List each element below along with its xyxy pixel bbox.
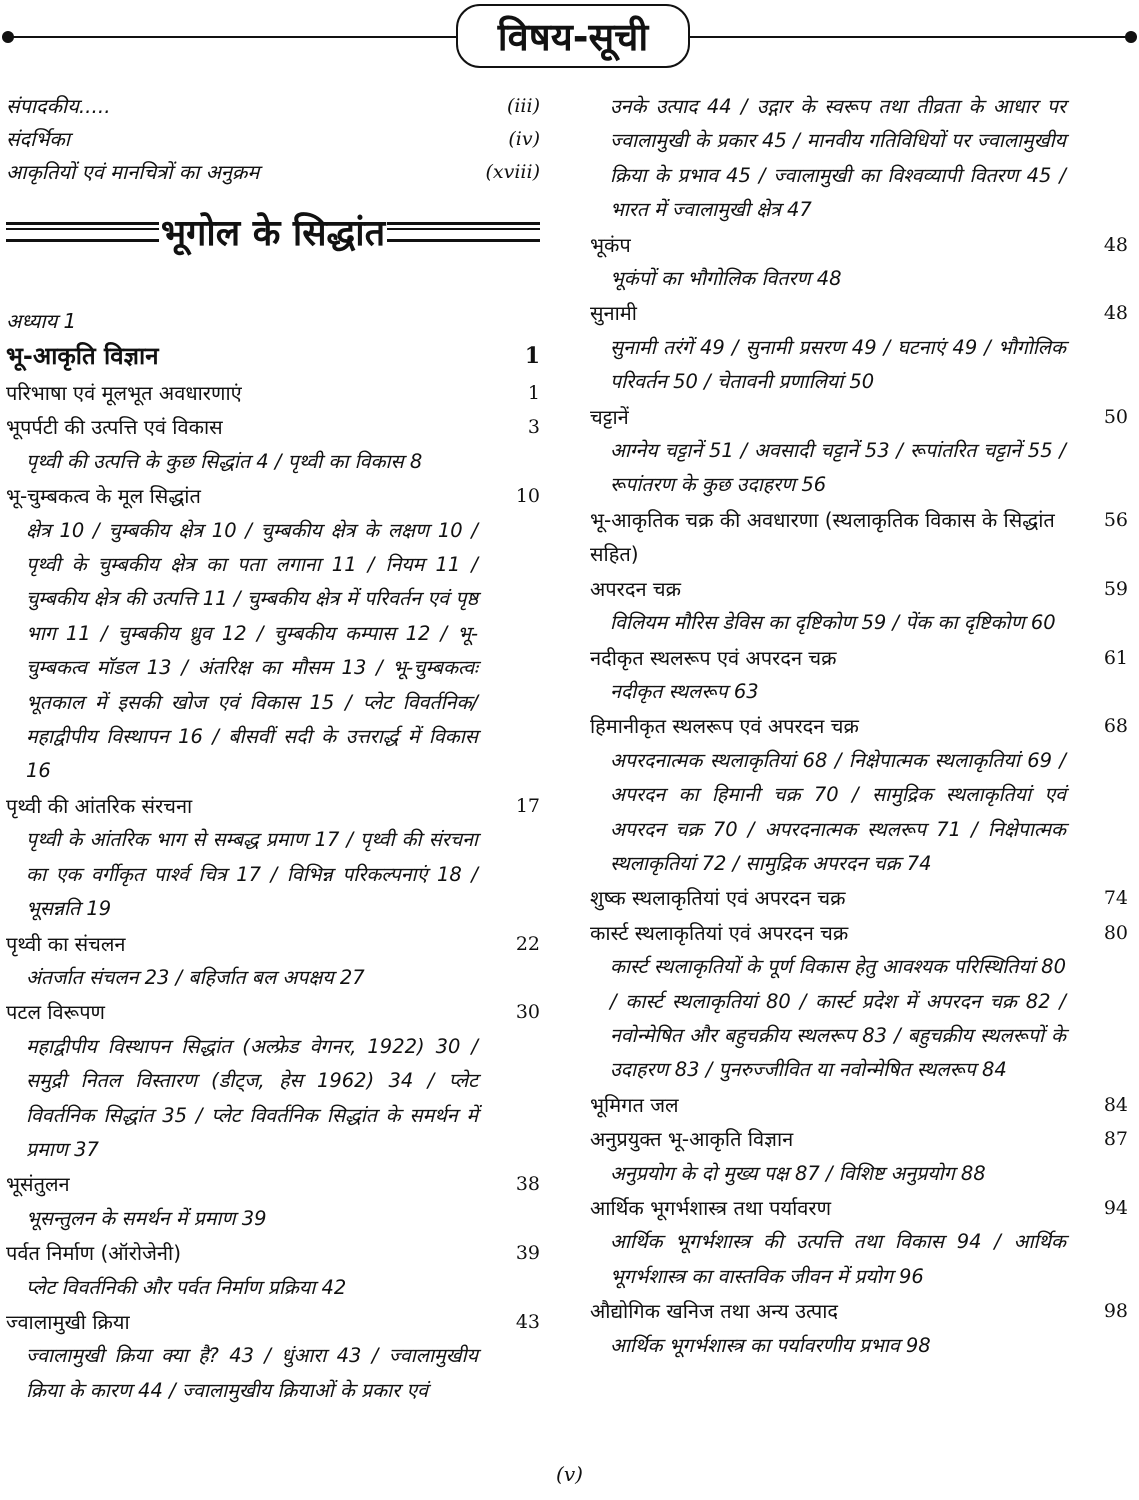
- toc-entry-page: 30: [515, 1001, 540, 1024]
- toc-entry: [590, 503, 1128, 572]
- right-column: [590, 90, 1128, 1363]
- front-matter-item: [6, 90, 540, 123]
- chapter-title: भू-आकृति विज्ञान: [6, 342, 159, 370]
- toc-entry: [6, 995, 540, 1029]
- toc-subtopics: नदीकृत स्थलरूप 63: [610, 679, 759, 703]
- toc-entry-page: 94: [1103, 1197, 1128, 1219]
- toc-entry-title: भू-आकृतिक चक्र की अवधारणा (स्थलाकृतिक विकास के सिद्धांत सहित): [590, 507, 1055, 567]
- toc-entry-page: 59: [1103, 577, 1128, 600]
- toc-entry: [590, 296, 1128, 330]
- toc-entry-title: भूकंप: [590, 232, 631, 257]
- toc-entry-page: 39: [515, 1242, 540, 1265]
- toc-entry-page: 38: [515, 1173, 540, 1196]
- toc-subtopics: प्लेट विवर्तनिकी और पर्वत निर्माण प्रक्रिया 42: [26, 1275, 347, 1299]
- toc-entry-title: सुनामी: [590, 301, 637, 326]
- toc-entry-title: भूसंतुलन: [6, 1172, 70, 1197]
- toc-entry-title: भूमिगत जल: [590, 1092, 679, 1117]
- toc-entry: [590, 916, 1128, 950]
- front-matter-page: (xviii): [485, 161, 540, 183]
- front-matter-label: संदर्भिका: [6, 127, 70, 151]
- section-rule-right: [387, 222, 540, 242]
- toc-entry-title: पृथ्वी की आंतरिक संरचना: [6, 793, 193, 818]
- toc-subtopics: महाद्वीपीय विस्थापन सिद्धांत (अल्फ्रेड वेगनर, 1922) 30 / समुद्री नितल विस्तारण (डीट्ज, हेस 1962) 34 / प्लेट विवर्तनिक सिद्धांत 35 / प्लेट विवर्तनिक सिद्धांत के समर्थन में प्रमाण 37: [26, 1034, 478, 1161]
- toc-list-right: [590, 228, 1128, 1363]
- toc-entry-title: भूपर्पटी की उत्पत्ति एवं विकास: [6, 415, 223, 440]
- toc-entry-page: 22: [515, 932, 540, 955]
- toc-entry-page: 80: [1103, 921, 1128, 944]
- chapter-page: 1: [524, 343, 540, 369]
- toc-entry-page: 48: [1103, 302, 1128, 325]
- page-title: विषय-सूची: [456, 4, 690, 68]
- toc-entry-title: हिमानीकृत स्थलरूप एवं अपरदन चक्र: [590, 714, 859, 739]
- toc-subtopics: आर्थिक भूगर्भशास्त्र की उत्पत्ति तथा विकास 94 / आर्थिक भूगर्भशास्त्र का वास्तविक जीवन में प्रयोग 96: [610, 1230, 1066, 1288]
- toc-entry-title: चट्टानें: [590, 404, 629, 429]
- toc-entry: [590, 641, 1128, 675]
- toc-entry: [590, 709, 1128, 743]
- header-rule-right: [690, 36, 1126, 38]
- toc-entry: [6, 789, 540, 823]
- chapter-heading: [6, 336, 540, 376]
- toc-entry-page: 87: [1103, 1128, 1128, 1151]
- toc-entry-title: अनुप्रयुक्त भू-आकृति विज्ञान: [590, 1127, 794, 1152]
- toc-entry-page: 74: [1103, 887, 1128, 910]
- toc-subtopics: भूकंपों का भौगोलिक वितरण 48: [610, 267, 842, 291]
- toc-entry-title: नदीकृत स्थलरूप एवं अपरदन चक्र: [590, 645, 837, 670]
- toc-entry: [6, 1236, 540, 1270]
- toc-continuation: उनके उत्पाद 44 / उद्गार के स्वरूप तथा तीव्रता के आधार पर ज्वालामुखी के प्रकार 45 / मानवीय गतिविधियों पर ज्वालामुखीय क्रिया के प्रभाव 45 / ज्वालामुखी का विश्वव्यापी वितरण 45 / भारत में ज्वालामुखी क्षेत्र 47: [610, 95, 1066, 222]
- toc-subtopics: आग्नेय चट्टानें 51 / अवसादी चट्टानें 53 / रूपांतरित चट्टानें 55 / रूपांतरण के कुछ उदाहरण 56: [610, 439, 1066, 497]
- toc-entry: [590, 228, 1128, 262]
- front-matter-item: [6, 123, 540, 156]
- toc-entry-title: पटल विरूपण: [6, 1000, 106, 1025]
- toc-subtopics: अपरदनात्मक स्थलाकृतियां 68 / निक्षेपात्मक स्थलाकृतियां 69 / अपरदन का हिमानी चक्र 70 / सामुद्रिक स्थलाकृतियां एवं अपरदन चक्र 70 / अपरदनात्मक स्थलरूप 71 / निक्षेपात्मक स्थलाकृतियां 72 / सामुद्रिक अपरदन चक्र 74: [610, 748, 1066, 875]
- toc-entry: [6, 1167, 540, 1201]
- toc-entry: [6, 410, 540, 444]
- toc-entry-title: ज्वालामुखी क्रिया: [6, 1309, 130, 1334]
- section-rule-left: [6, 222, 159, 242]
- toc-entry-title: आर्थिक भूगर्भशास्त्र तथा पर्यावरण: [590, 1196, 832, 1220]
- toc-entry-page: 17: [515, 794, 540, 817]
- toc-entry: [590, 1191, 1128, 1225]
- toc-entry: [6, 479, 540, 513]
- toc-subtopics: पृथ्वी के आंतरिक भाग से सम्बद्ध प्रमाण 17 / पृथ्वी की संरचना का एक वर्गीकृत पार्श्व चित्र 17 / विभिन्न परिकल्पनाएं 18 / भूसन्नति 19: [26, 828, 478, 921]
- front-matter-page: (iv): [508, 128, 540, 150]
- toc-entry-page: 61: [1103, 646, 1128, 669]
- toc-entry: [6, 376, 540, 410]
- toc-subtopics: अनुप्रयोग के दो मुख्य पक्ष 87 / विशिष्ट अनुप्रयोग 88: [610, 1161, 986, 1185]
- section-heading: [6, 207, 540, 256]
- front-matter-page: (iii): [506, 95, 540, 117]
- header-rule-dot-right: [1125, 31, 1137, 43]
- toc-subtopics: क्षेत्र 10 / चुम्बकीय क्षेत्र 10 / चुम्बकीय क्षेत्र के लक्षण 10 / पृथ्वी के चुम्बकीय क्षेत्र का पता लगाना 11 / नियम 11 / चुम्बकीय क्षेत्र की उत्पत्ति 11 / चुम्बकीय क्षेत्र में परिवर्तन एवं पृष्ठ भाग 11 / चुम्बकीय ध्रुव 12 / चुम्बकीय कम्पास 12 / भू-चुम्बकत्व मॉडल 13 / अंतरिक्ष का मौसम 13 / भू-चुम्बकत्वः भूतकाल में इसकी खोज एवं विकास 15 / प्लेट विवर्तनिक/महाद्वीपीय विस्थापन 16 / बीसवीं सदी के उत्तरार्द्ध में विकास 16: [26, 518, 478, 783]
- toc-entry-title: शुष्क स्थलाकृतियां एवं अपरदन चक्र: [590, 886, 846, 911]
- toc-entry-page: 1: [527, 382, 540, 404]
- toc-entry: [590, 1088, 1128, 1122]
- toc-entry-title: कार्स्ट स्थलाकृतियां एवं अपरदन चक्र: [590, 920, 849, 945]
- toc-subtopics: आर्थिक भूगर्भशास्त्र का पर्यावरणीय प्रभाव 98: [610, 1333, 931, 1357]
- toc-entry-page: 68: [1103, 715, 1128, 738]
- page-header: [0, 0, 1139, 80]
- toc-entry-title: पर्वत निर्माण (ऑरोजेनी): [6, 1241, 182, 1266]
- toc-subtopics: अंतर्जात संचलन 23 / बहिर्जात बल अपक्षय 27: [26, 965, 365, 989]
- toc-entry-title: परिभाषा एवं मूलभूत अवधारणाएं: [6, 381, 242, 405]
- toc-entry-page: 3: [527, 416, 540, 439]
- toc-entry-page: 50: [1103, 405, 1128, 428]
- toc-entry-page: 84: [1103, 1093, 1128, 1116]
- toc-list-left: [6, 376, 540, 1408]
- front-matter-label: आकृतियों एवं मानचित्रों का अनुक्रम: [6, 160, 260, 184]
- toc-entry: [590, 572, 1128, 606]
- chapter-number: अध्याय 1: [6, 309, 77, 333]
- toc-subtopics: कार्स्ट स्थलाकृतियों के पूर्ण विकास हेतु आवश्यक परिस्थितियां 80 / कार्स्ट स्थलाकृतियां 80 / कार्स्ट प्रदेश में अपरदन चक्र 82 / नवोन्मेषित और बहुचक्रीय स्थलरूप 83 / बहुचक्रीय स्थलरूपों के उदाहरण 83 / पुनरुज्जीवित या नवोन्मेषित स्थलरूप 84: [610, 955, 1066, 1082]
- toc-entry-page: 98: [1103, 1300, 1128, 1323]
- header-rule-left: [10, 36, 456, 38]
- toc-entry-page: 48: [1103, 233, 1128, 256]
- toc-entry-page: 10: [515, 485, 540, 508]
- left-column: [6, 90, 540, 1408]
- front-matter-item: [6, 156, 540, 189]
- toc-entry: [590, 1294, 1128, 1328]
- toc-subtopics: पृथ्वी की उत्पत्ति के कुछ सिद्धांत 4 / पृथ्वी का विकास 8: [26, 449, 423, 473]
- section-title: भूगोल के सिद्धांत: [160, 213, 386, 254]
- toc-entry-title: अपरदन चक्र: [590, 576, 681, 601]
- toc-entry: [590, 400, 1128, 434]
- toc-entry-page: 43: [515, 1310, 540, 1333]
- toc-entry: [6, 927, 540, 961]
- toc-subtopics: सुनामी तरंगें 49 / सुनामी प्रसरण 49 / घटनाएं 49 / भौगोलिक परिवर्तन 50 / चेतावनी प्रणालियां 50: [610, 335, 1066, 394]
- page-number: (v): [556, 1462, 583, 1486]
- toc-entry-page: 56: [1103, 508, 1128, 531]
- toc-subtopics: विलियम मौरिस डेविस का दृष्टिकोण 59 / पेंक का दृष्टिकोण 60: [610, 611, 1056, 635]
- toc-subtopics: भूसन्तुलन के समर्थन में प्रमाण 39: [26, 1206, 267, 1230]
- toc-entry: [6, 1305, 540, 1339]
- toc-subtopics: ज्वालामुखी क्रिया क्या है? 43 / धुंआरा 43 / ज्वालामुखीय क्रिया के कारण 44 / ज्वालामुखीय क्रियाओं के प्रकार एवं: [26, 1344, 478, 1402]
- toc-entry-title: पृथ्वी का संचलन: [6, 931, 126, 956]
- toc-entry-title: औद्योगिक खनिज तथा अन्य उत्पाद: [590, 1299, 839, 1324]
- toc-entry-title: भू-चुम्बकत्व के मूल सिद्धांत: [6, 484, 201, 509]
- front-matter-label: संपादकीय.....: [6, 94, 111, 118]
- front-matter-list: [6, 90, 540, 189]
- toc-entry: [590, 881, 1128, 915]
- toc-entry: [590, 1122, 1128, 1156]
